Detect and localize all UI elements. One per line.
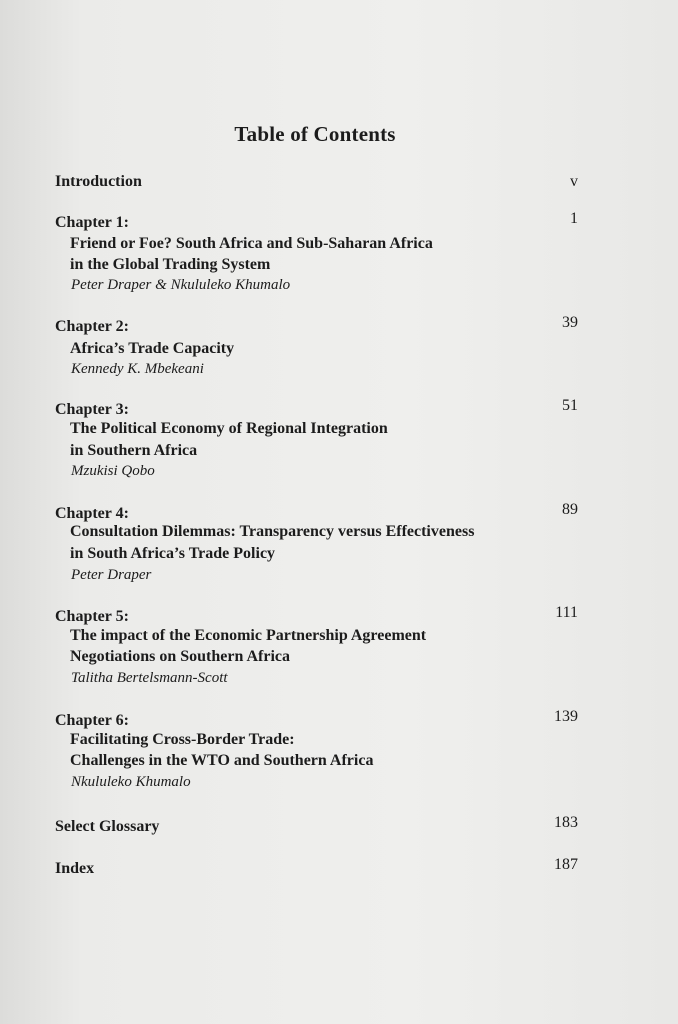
chapter-author: Kennedy K. Mbekeani [71, 361, 204, 377]
toc-introduction-label: Introduction [55, 173, 142, 190]
chapter-page: 39 [562, 314, 578, 331]
chapter-author: Peter Draper [71, 567, 152, 583]
chapter-heading: Chapter 6: [55, 712, 129, 729]
chapter-author: Peter Draper & Nkululeko Khumalo [71, 277, 291, 293]
chapter-page: 111 [555, 604, 578, 621]
chapter-title-line: Negotiations on Southern Africa [70, 648, 290, 665]
chapter-heading: Chapter 5: [55, 608, 129, 625]
chapter-page: 139 [554, 708, 578, 725]
chapter-title-line: Challenges in the WTO and Southern Africa [70, 752, 374, 769]
toc-index-page: 187 [554, 856, 578, 873]
chapter-author: Nkululeko Khumalo [71, 774, 191, 790]
chapter-page: 89 [562, 501, 578, 518]
chapter-title-line: in Southern Africa [70, 442, 198, 459]
chapter-heading: Chapter 2: [55, 318, 129, 335]
chapter-heading: Chapter 3: [55, 401, 129, 418]
chapter-title-line: Friend or Foe? South Africa and Sub-Saharan Africa [70, 235, 433, 252]
chapter-page: 51 [562, 397, 578, 414]
chapter-title-line: Consultation Dilemmas: Transparency versus Effectiveness [70, 523, 475, 540]
chapter-page: 1 [570, 210, 578, 227]
toc-glossary-page: 183 [554, 814, 578, 831]
chapter-title-line: The Political Economy of Regional Integration [70, 420, 388, 437]
chapter-title-line: Facilitating Cross-Border Trade: [70, 731, 295, 748]
chapter-title-line: in South Africa’s Trade Policy [70, 545, 276, 562]
chapter-author: Mzukisi Qobo [71, 463, 155, 479]
chapter-title-line: in the Global Trading System [70, 256, 271, 273]
chapter-heading: Chapter 1: [55, 214, 129, 231]
chapter-title-line: The impact of the Economic Partnership Agreement [70, 627, 427, 644]
toc-introduction-page: v [570, 173, 578, 190]
chapter-heading: Chapter 4: [55, 505, 129, 522]
page-title: Table of Contents [234, 122, 396, 146]
chapter-author: Talitha Bertelsmann-Scott [71, 670, 228, 686]
toc-index-label: Index [55, 860, 95, 877]
chapter-title-line: Africa’s Trade Capacity [70, 340, 235, 357]
toc-glossary-label: Select Glossary [55, 818, 160, 835]
